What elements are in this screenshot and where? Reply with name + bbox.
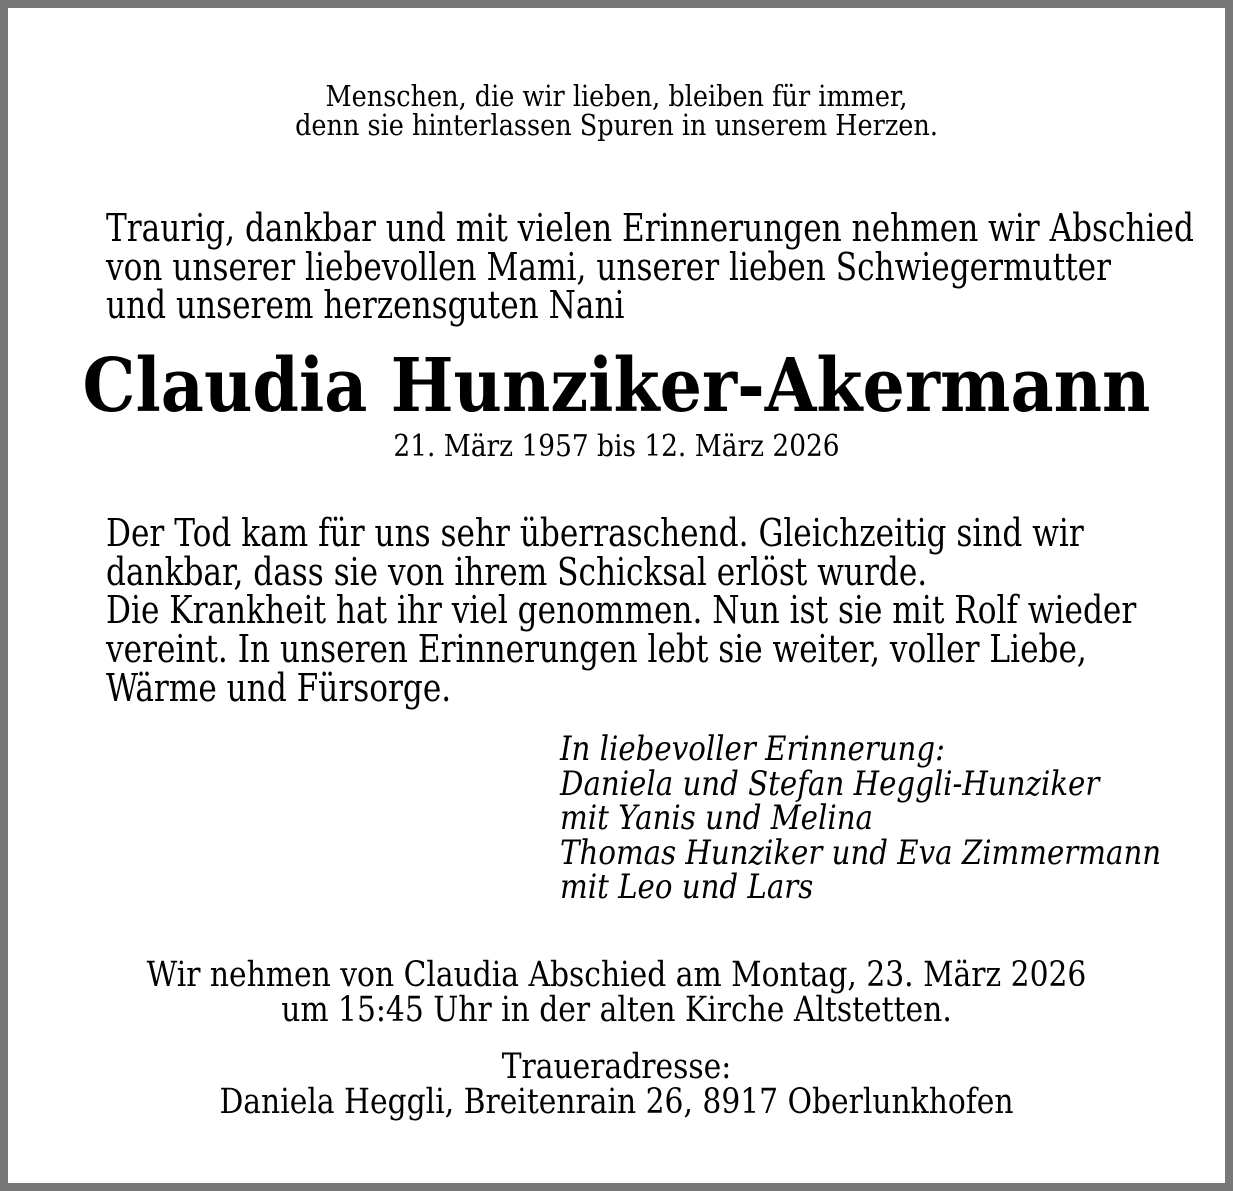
- obituary-line-2: dankbar, dass sie von ihrem Schicksal erlöst wurde.: [106, 549, 928, 594]
- obituary-line-5: Wärme und Fürsorge.: [106, 665, 452, 710]
- life-dates: 21. März 1957 bis 12. März 2026: [393, 429, 840, 464]
- obituary-line-4: vereint. In unseren Erinnerungen lebt sie weiter, voller Liebe,: [106, 627, 1087, 672]
- funeral-line-1: Wir nehmen von Claudia Abschied am Montag, 23. März 2026: [146, 955, 1087, 995]
- mourning-address-heading: Traueradresse:: [501, 1047, 732, 1087]
- epigraph: [81, 79, 1152, 142]
- memoriam-line-2: Daniela und Stefan Heggli-Hunziker: [560, 763, 1100, 804]
- memoriam-line-5: mit Leo und Lars: [560, 867, 814, 907]
- epigraph-line-2: denn sie hinterlassen Spuren in unserem Herzen.: [295, 108, 938, 142]
- memoriam-heading: In liebevoller Erinnerung:: [560, 729, 945, 769]
- obituary-line-3: Die Krankheit hat ihr viel genommen. Nun ist sie mit Rolf wieder: [106, 588, 1137, 633]
- mourning-address-line: Daniela Heggli, Breitenrain 26, 8917 Oberlunkhofen: [219, 1082, 1014, 1122]
- intro-line-3: und unserem herzensguten Nani: [106, 283, 625, 328]
- intro-paragraph: [106, 206, 1194, 328]
- memoriam-list: [560, 729, 1162, 907]
- memoriam-line-3: mit Yanis und Melina: [560, 798, 873, 838]
- mourning-address: [99, 1047, 1133, 1122]
- obituary-line-1: Der Tod kam für uns sehr überraschend. Gleichzeitig sind wir: [106, 511, 1084, 555]
- intro-line-1: Traurig, dankbar und mit vielen Erinnerungen nehmen wir Abschied: [106, 206, 1194, 250]
- memoriam-line-4: Thomas Hunziker und Eva Zimmermann: [560, 832, 1162, 873]
- intro-line-2: von unserer liebevollen Mami, unserer lieben Schwiegermutter: [106, 244, 1111, 289]
- obituary-paragraph: [106, 511, 1137, 710]
- funeral-announcement: [99, 955, 1133, 1030]
- funeral-line-2: um 15:45 Uhr in der alten Kirche Altstetten.: [281, 990, 952, 1030]
- epigraph-line-1: Menschen, die wir lieben, bleiben für immer,: [325, 79, 908, 113]
- deceased-name: Claudia Hunziker-Akermann: [82, 343, 1151, 429]
